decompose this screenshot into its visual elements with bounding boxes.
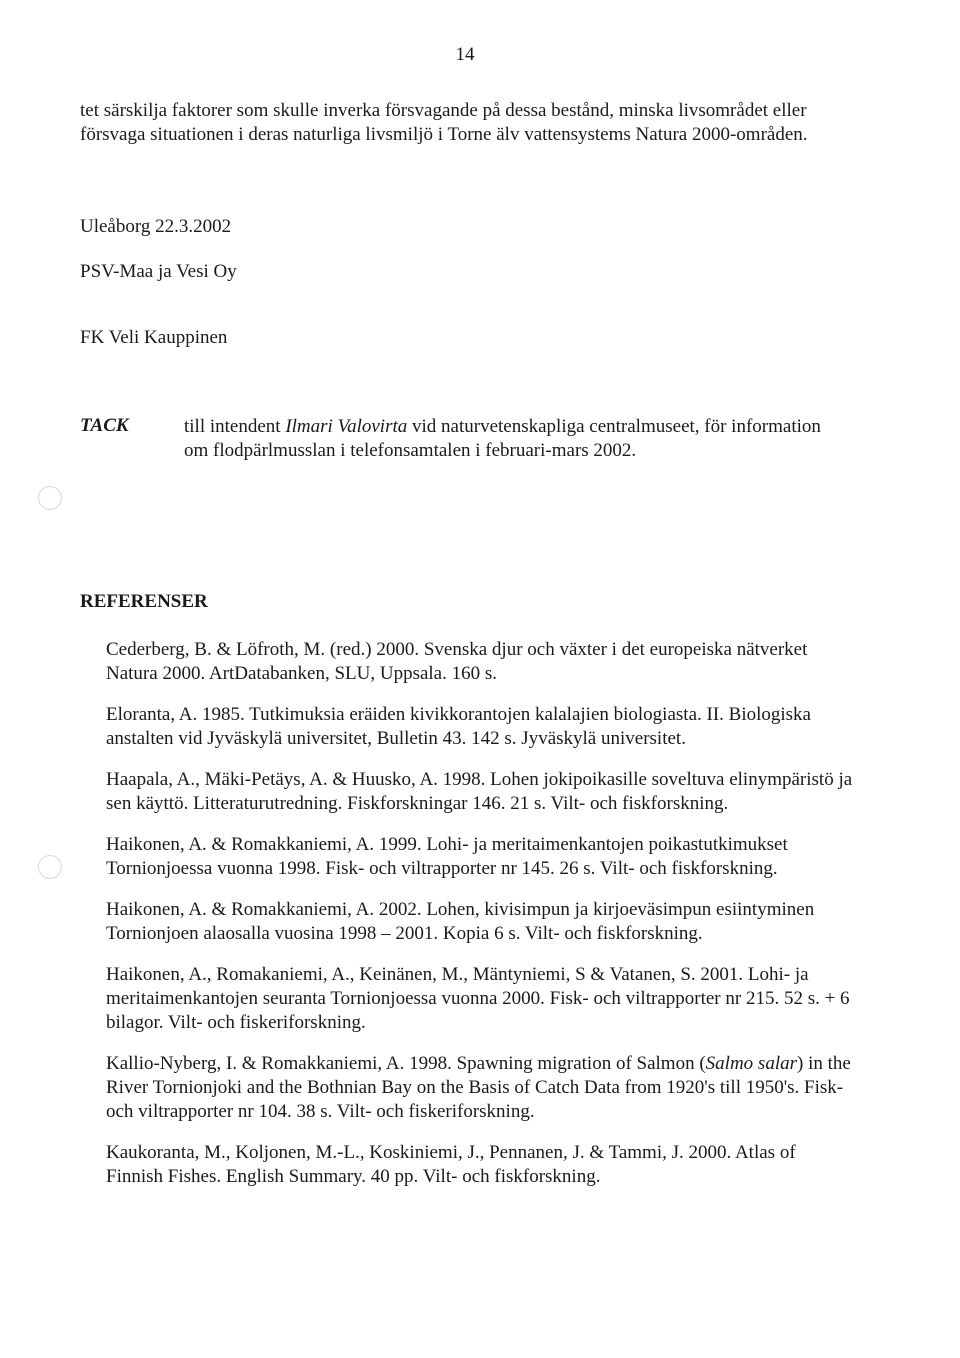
intro-paragraph: tet särskilja faktorer som skulle inverka försvagande på dessa bestånd, minska livsområdet eller försvaga situationen i deras naturliga livsmiljö i Torne älv vattensystems Natura 2000-områden. bbox=[80, 100, 808, 145]
acknowledgement-text-after: vid naturvetenskapliga centralmuseet, för information om flodpärlmusslan i telefonsamtalen i februari-mars 2002. bbox=[184, 416, 821, 461]
reference-item bbox=[106, 898, 856, 946]
acknowledgement-text bbox=[184, 415, 844, 463]
reference-text: Kaukoranta, M., Koljonen, M.-L., Koskiniemi, J., Pennanen, J. & Tammi, J. 2000. Atlas of Finnish Fishes. English Summary. 40 pp. Vilt- och fiskforskning. bbox=[106, 1142, 796, 1187]
reference-item bbox=[106, 768, 856, 816]
punch-hole-mark bbox=[38, 855, 62, 879]
reference-item bbox=[106, 1141, 856, 1189]
company-name: PSV-Maa ja Vesi Oy bbox=[80, 261, 237, 282]
reference-item bbox=[106, 638, 856, 686]
page-number: 14 bbox=[455, 44, 475, 65]
acknowledgement-person: Ilmari Valovirta bbox=[285, 416, 408, 437]
acknowledgement-text-before: till intendent bbox=[184, 416, 286, 437]
reference-text: Cederberg, B. & Löfroth, M. (red.) 2000. Svenska djur och växter i det europeiska nätverket Natura 2000. ArtDatabanken, SLU, Uppsala. 160 s. bbox=[106, 639, 808, 684]
reference-text: Haikonen, A. & Romakkaniemi, A. 2002. Lohen, kivisimpun ja kirjoeväsimpun esiintyminen Tornionjoen alaosalla vuosina 1998 – 2001. Kopia 6 s. Vilt- och fiskforskning. bbox=[106, 899, 815, 944]
reference-item bbox=[106, 833, 856, 881]
references-list bbox=[106, 638, 856, 1206]
reference-text: Haikonen, A. & Romakkaniemi, A. 1999. Lohi- ja meritaimenkantojen poikastutkimukset Tornionjoessa vuonna 1998. Fisk- och viltrapporter nr 145. 26 s. Vilt- och fiskforskning. bbox=[106, 834, 788, 879]
reference-text-continued: ) in the River Tornionjoki and the Bothnian Bay on the Basis of Catch Data from 1920's till 1950's. Fisk- och viltrapporter nr 104. 38 s. Vilt- och fiskeriforskning. bbox=[106, 1053, 851, 1122]
references-heading: REFERENSER bbox=[80, 591, 208, 612]
reference-text: Haikonen, A., Romakaniemi, A., Keinänen, M., Mäntyniemi, S & Vatanen, S. 2001. Lohi- ja meritaimenkantojen seuranta Tornionjoessa vuonna 2000. Fisk- och viltrapporter nr 215. 52 s. + 6 bilagor. Vilt- och fiskeriforskning. bbox=[106, 964, 850, 1033]
place-date: Uleåborg 22.3.2002 bbox=[80, 216, 232, 237]
species-name: Salmo salar bbox=[705, 1053, 797, 1074]
acknowledgement-label: TACK bbox=[80, 415, 129, 436]
reference-item bbox=[106, 963, 856, 1035]
author-name: FK Veli Kauppinen bbox=[80, 327, 228, 348]
reference-item bbox=[106, 703, 856, 751]
reference-text: Haapala, A., Mäki-Petäys, A. & Huusko, A. 1998. Lohen jokipoikasille soveltuva elinympäristö ja sen käyttö. Litteraturutredning. Fiskforskningar 146. 21 s. Vilt- och fiskforskning. bbox=[106, 769, 853, 814]
punch-hole-mark bbox=[38, 486, 62, 510]
reference-text: Eloranta, A. 1985. Tutkimuksia eräiden kivikkorantojen kalalajien biologiasta. II. Biologiska anstalten vid Jyväskylä universitet, Bulletin 43. 142 s. Jyväskylä universitet. bbox=[106, 704, 811, 749]
reference-text: Kallio-Nyberg, I. & Romakkaniemi, A. 1998. Spawning migration of Salmon ( bbox=[106, 1053, 706, 1074]
reference-item bbox=[106, 1052, 856, 1124]
